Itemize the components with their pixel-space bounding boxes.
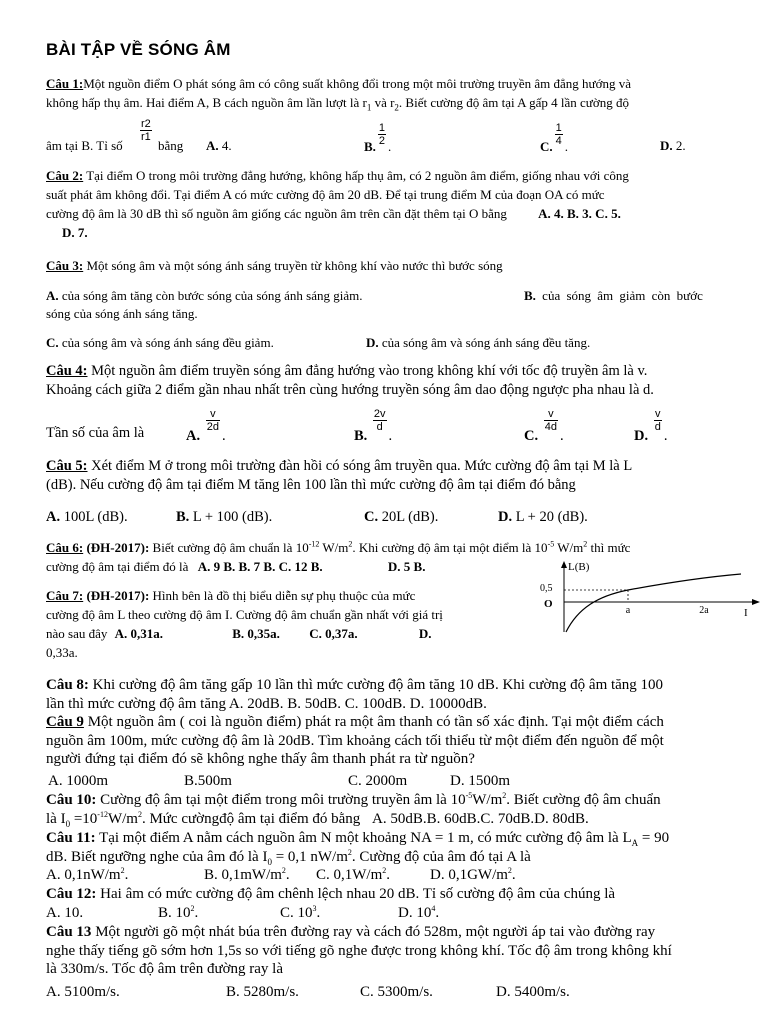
question-11-label: Câu 11: bbox=[46, 830, 96, 846]
question-10: Câu 10: Cường độ âm tại một điểm trong môi trường truyền âm là $10^{-5}W/m^2$. Biết cường độ âm chuẩn là $I_0 =10^{-12}W/m^2$. Mức cườngđộ âm tại điểm đó bằng A. 50dB.B. 60dB.C. 70dB.D. 80dB. bbox=[46, 791, 661, 829]
q7-option-d: 0,33a. bbox=[46, 645, 78, 660]
question-4-options: Tần số của âm là A. $\frac{v}{2d}$ . B. $\frac{2v}{d}$ . C. $\frac{v}{4d}$ . D. $\frac{v}{d}$ . bbox=[46, 408, 668, 444]
q7-option-c[interactable]: C. 0,37a. bbox=[309, 626, 358, 641]
question-8: Câu 8: Khi cường độ âm tăng gấp 10 lần thì mức cường độ âm tăng 10 dB. Khi cường độ âm tăng 100 lần thì mức cường độ âm tăng A. 20dB. B. 50dB. C. 100dB. D. 10000dB. bbox=[46, 677, 664, 712]
q12-option-d[interactable]: D. $10^4$. bbox=[398, 904, 440, 921]
q11-option-a[interactable]: A. $0,1nW/m^2$. bbox=[46, 866, 129, 883]
q1-option-d[interactable]: D. 2. bbox=[660, 138, 686, 153]
q3-option-b[interactable]: B. của sóng âm giảm còn bước bbox=[524, 288, 703, 303]
q7-option-d-label[interactable]: D. bbox=[418, 626, 432, 641]
q1-option-b[interactable]: B. $\frac{1}{2}$ . bbox=[364, 122, 392, 155]
q3-option-d[interactable]: D. của sóng âm và sóng ánh sáng đều tăng. bbox=[366, 335, 591, 350]
question-2: Câu 2: Tại điểm O trong môi trường đẳng hướng, không hấp thụ âm, có 2 nguồn âm điểm, giống nhau với công suất phát âm không đổi. Tại điểm A có mức cường độ âm 20 dB. Để tại trung điểm M của đoạn OA có mức cường độ âm là 30 dB thì số nguồn âm giống các nguồn âm trên cần đặt thêm tại O bằng A. 4. B. 3. C. 5. D. 7. bbox=[46, 168, 629, 240]
question-1-label: Câu 1: bbox=[46, 76, 84, 91]
graph-ylabel: L(B) bbox=[568, 561, 590, 573]
q9-option-b[interactable]: B.500m bbox=[184, 773, 232, 789]
q2-option-d[interactable]: D. 7. bbox=[62, 225, 88, 240]
question-5-label: Câu 5: bbox=[46, 458, 88, 474]
level-vs-intensity-graph bbox=[536, 560, 760, 642]
q9-option-a[interactable]: A. 1000m bbox=[48, 773, 108, 789]
q3-option-c[interactable]: C. của sóng âm và sóng ánh sáng đều giảm. bbox=[46, 335, 274, 350]
q4-option-a[interactable]: A. $\frac{v}{2d}$ . bbox=[186, 408, 226, 444]
q4-option-d[interactable]: D. $\frac{v}{d}$ . bbox=[634, 408, 668, 444]
q4-option-c[interactable]: C. $\frac{v}{4d}$ . bbox=[524, 408, 564, 444]
y-axis-arrow bbox=[561, 561, 567, 568]
question-3-label: Câu 3: bbox=[46, 258, 84, 273]
question-1-stem: Câu 1:Một nguồn điểm O phát sóng âm có công suất không đổi trong một môi trường truyền âm đẳng hướng và không hấp thụ âm. Hai điểm A, B cách nguồn âm lần lượt là $r_1$ và $r_2$. Biết cường độ âm tại A gấp 4 lần cường độ bbox=[46, 76, 631, 113]
question-7: Câu 7: (ĐH-2017): Hình bên là đồ thị biểu diễn sự phụ thuộc của mức cường độ âm L theo cường độ âm I. Cường độ âm chuẩn gần nhất với giá trị nào sau đây A. 0,31a. B. 0,35a. C. 0,37a. D. 0,33a. bbox=[46, 588, 443, 660]
q9-option-c[interactable]: C. 2000m bbox=[348, 773, 408, 789]
question-10-label: Câu 10: bbox=[46, 792, 97, 808]
q7-option-a[interactable]: A. 0,31a. bbox=[114, 626, 164, 641]
q1-option-c[interactable]: C. $\frac{1}{4}$ . bbox=[540, 122, 569, 155]
page-title: BÀI TẬP VỀ SÓNG ÂM bbox=[46, 40, 231, 59]
question-1-options: âm tại B. Tỉ số $\frac{r2}{r1}$ bằng A. 4. B. $\frac{1}{2}$ . C. $\frac{1}{4}$ . D. 2. bbox=[46, 118, 686, 155]
graph-xlabel: I bbox=[744, 607, 748, 619]
question-11: Câu 11: Tại một điểm A nằm cách nguồn âm N một khoảng NA = 1 m, có mức cường độ âm là $L_A = 90$ dB. Biết ngưỡng nghe của âm đó là $I_0 = 0,1$ $nW/m^2$. Cường độ của âm đó tại A là bbox=[46, 830, 670, 867]
graph-origin: O bbox=[544, 598, 553, 610]
q5-option-d[interactable]: D. L + 20 (dB). bbox=[498, 509, 588, 525]
q11-option-d[interactable]: D. $0,1GW/m^2$. bbox=[430, 866, 516, 883]
graph-ytick: 0,5 bbox=[540, 583, 553, 594]
question-9-label: Câu 9 bbox=[46, 714, 84, 730]
q3-option-a[interactable]: A. của sóng âm tăng còn bước sóng của sóng ánh sáng giảm. bbox=[46, 288, 363, 303]
q11-option-c[interactable]: C. $0,1W/m^2$. bbox=[316, 866, 390, 883]
question-6-label: Câu 6: bbox=[46, 540, 84, 555]
q7-option-b[interactable]: B. 0,35a. bbox=[232, 626, 280, 641]
q12-option-c[interactable]: C. $10^3$. bbox=[280, 904, 321, 921]
q12-option-a[interactable]: A. 10. bbox=[46, 905, 84, 921]
question-12-label: Câu 12: bbox=[46, 886, 97, 902]
q5-option-a[interactable]: A. 100L (dB). bbox=[46, 509, 128, 525]
q9-option-d[interactable]: D. 1500m bbox=[450, 773, 510, 789]
x-axis-arrow bbox=[752, 599, 760, 605]
question-9: Câu 9 Một nguồn âm ( coi là nguồn điểm) phát ra một âm thanh có tần số xác định. Tại một điểm cách nguồn âm 100m, mức cường độ âm là 20dB. Tìm khoảng cách tối thiểu từ một điểm đến nguồn để một người đứng tại điểm đó sẽ không nghe thấy âm thanh phát ra từ nguồn? bbox=[46, 714, 664, 767]
q10-options[interactable]: A. 50dB.B. 60dB.C. 70dB.D. 80dB. bbox=[372, 810, 589, 827]
graph-xtick-1: a bbox=[625, 605, 631, 616]
q13-option-c[interactable]: C. 5300m/s. bbox=[360, 984, 433, 1000]
q13-option-a[interactable]: A. 5100m/s. bbox=[46, 984, 120, 1000]
q5-option-b[interactable]: B. L + 100 (dB). bbox=[176, 509, 273, 525]
q6-options[interactable]: A. 9 B. B. 7 B. C. 12 B. bbox=[197, 559, 323, 574]
question-13: Câu 13 Một người gõ một nhát búa trên đường ray và cách đó 528m, một người áp tai vào đường ray nghe thấy tiếng gõ sớm hơn 1,5s so với tiếng gõ nghe được trong không khí. Tốc độ âm trong không khí là 330m/s. Tốc độ âm trên đường ray là bbox=[46, 924, 672, 977]
question-12: Câu 12: Hai âm có mức cường độ âm chênh lệch nhau 20 dB. Tỉ số cường độ âm của chúng là bbox=[46, 886, 616, 902]
q5-option-c[interactable]: C. 20L (dB). bbox=[364, 509, 439, 525]
question-8-label: Câu 8: bbox=[46, 677, 89, 693]
level-curve bbox=[566, 574, 741, 632]
q13-option-d[interactable]: D. 5400m/s. bbox=[496, 984, 570, 1000]
graph-xtick-2: 2a bbox=[699, 605, 709, 616]
q6-option-d[interactable]: D. 5 B. bbox=[387, 559, 426, 574]
question-6: Câu 6: (ĐH-2017): Biết cường độ âm chuẩn là $10^{-12}$ $W/m^2$. Khi cường độ âm tại một điểm là $10^{-5}$ $W/m^2$ thì mức cường độ âm tại điểm đó là A. 9 B. B. 7 B. C. 12 B. D. 5 B. bbox=[46, 539, 631, 574]
question-7-label: Câu 7: bbox=[46, 588, 84, 603]
q2-options[interactable]: A. 4. B. 3. C. 5. bbox=[538, 206, 621, 221]
question-13-label: Câu 13 bbox=[46, 924, 92, 940]
q4-option-b[interactable]: B. $\frac{2v}{d}$ . bbox=[354, 408, 393, 444]
q12-option-b[interactable]: B. $10^2$. bbox=[158, 904, 199, 921]
ratio-fraction: $\frac{r2}{r1}$ bbox=[141, 118, 151, 143]
question-4-label: Câu 4: bbox=[46, 363, 88, 379]
question-2-label: Câu 2: bbox=[46, 168, 84, 183]
q1-option-a[interactable]: A. 4. bbox=[206, 138, 232, 153]
q11-option-b[interactable]: B. $0,1mW/m^2$. bbox=[204, 866, 290, 883]
q13-option-b[interactable]: B. 5280m/s. bbox=[226, 984, 299, 1000]
